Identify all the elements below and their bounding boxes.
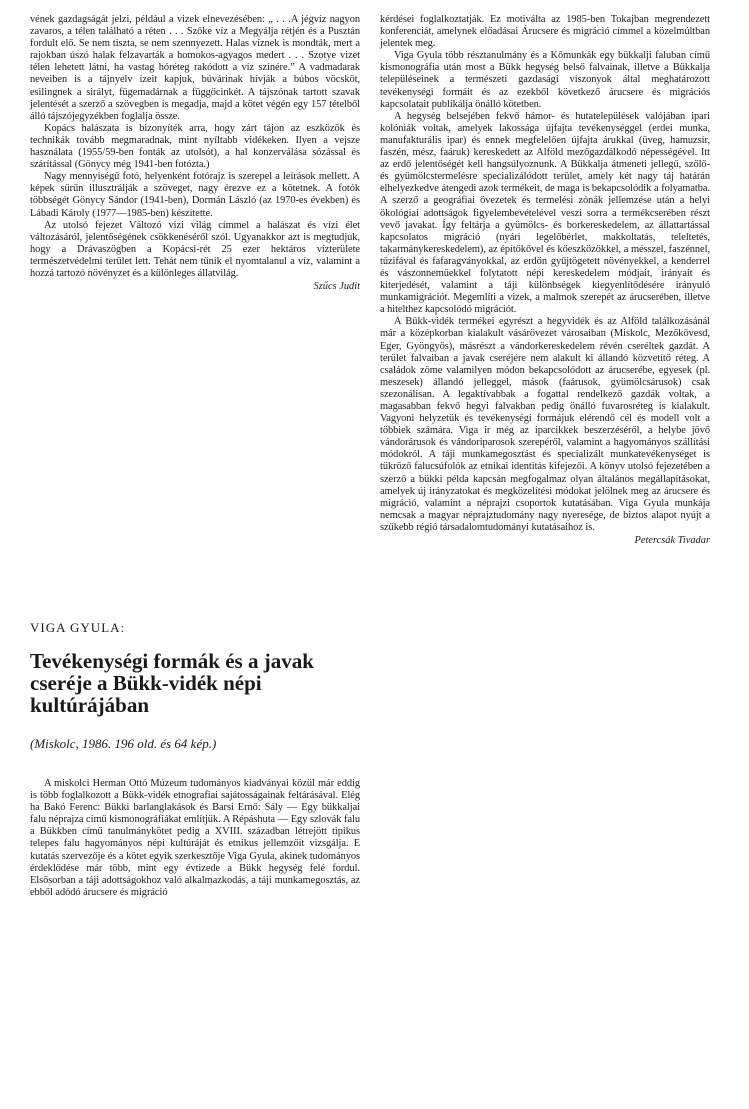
review-paragraph: Nagy mennyiségű fotó, helyenként fotórajz is szerepel a leírások mellett. A képek sűrűn illusztrálják a szöveget, nagy érezve ez a kötetnek. A fotók többségét Gönycy Sándor (1941-ben), Dormán László (az 1970-es években) és Lábadi Károly (1977—1985-ben) készítette.: [30, 171, 360, 219]
reviewer-signature: Petercsák Tivadar: [634, 535, 710, 547]
review-paragraph: A hegység belsejében fekvő hámor- és hutatelepülések valójában ipari kolóniák voltak, amelyek lakossága újfajta tevékenységgel (erdei munka, manufakturális ipar) és ennek megfelelően újfajta árukkal (üveg, hamuzsír, faszén, mész, faáruk) kereskedett az Alföld mezőgazdálkodó népességével. Itt az erdő jelentőségét kell hangsúlyoznunk. A Bükkalja átmeneti jellegű, szőlő- és gyümölcstermelésre specializálódott terület, amely két nagy táj határán elhelyezkedve átengedi azok termékeit, de maga is bekapcsolódik a folyamatba. A szerző a geográfiai övezetek és termelési zónák jellemzése után a helyi ökológiai adottságok figyelembevételével veszi sorra a termékcserében részt vevő javakat. Így feltárja a gyümölcs- és borkereskedelem, az állattartással kapcsolatos migráció (nyári legelőbérlet, makkoltatás, teleltetés, takarmánykereskedelem), az építőkővel és kőeszközökkel, a mésszel, faszénnel, tűzifával és fafaragványokkal, az erdőn gyűjtögetett növényekkel, a kenderrel és vászonneműekkel folytatott népi kereskedelem módjait, irányait és kiterjedését, valamint a táji különbségek kiegyenlítődésére irányuló munkamigrációt. Megemlíti a vizek, a malmok szerepét az árucserében, illetve a hitelthez kapcsolódó migrációt.: [380, 110, 710, 316]
review-body-start: [30, 778, 360, 899]
review-paragraph: A miskolci Herman Ottó Múzeum tudományos kiadványai közül már eddig is több foglalkozott a Bükk-vidék etnografiai sajátosságainak feltárásával. Elég ha Bakó Ferenc: Bükki barlanglakások és Barsi Ernő: Sály — Egy bükkaljai falu néprajza című kismonográfiákat említjük. A Répáshuta — Egy szlovák falu a Bükkben című tanulmánykötet pedig a XVIII. században létrejött tipikus telepes falu hagyományos népi kultúráját és etnikus jellemzőit vizsgálja. E kutatás szervezője és a kötet egyik szerkesztője Viga Gyula, akinek tudományos érdeklődése már több, mint egy évtizede a Bükk hegység felé fordul. Elsősorban a táji adottságokhoz való alkalmazkodás, a táji munkamegosztás, az ebből adódó árucsere és migráció: [30, 778, 360, 898]
book-author: VIGA GYULA:: [30, 620, 126, 635]
review-paragraph: Kopács halászata is bizonyíték arra, hogy zárt tájon az eszközök és technikák tovább megmaradnak, mint nyíltabb vidékeken. Ilyen a vejsze használata (1955/59-ben fonták az utolsót), a hal konzerválása sózással és szárítással (Gönycy még 1941-ben fotózta.): [30, 122, 360, 171]
review-paragraph: vének gazdagságát jelzi, például a vizek elnevezésében: „ . . .A jégvíz nagyon zavaros, a télen található a réten . . . Szőke víz a Megyálja rétjén és a Pusztán fordult elő. Se nem tiszta, se nem szennyezett. Halas víznek is mondták, mert a rajokban úszó halak felzavarták a homokos-agyagos medert . . . Szotye vizet télen lehetett látni, ha vastag hóréteg rakódott a víz színére.” A vadmadarak neveiben is a tájnyelv ízeit kapjuk, búvárinak hívják a búbos vöcsköt, esilingnek a sirályt, fügemadárnak a függőcinkét. A tájszónak tartott szavak jelentését a szerző a szövegben is megadja, majd a kötet végén egy 157 tételből álló tájszójegyzékben foglalja össze.: [30, 14, 360, 122]
book-title: Tevékenységi formák és a javak cseréje a Bükk-vidék népi kultúrájában: [30, 649, 314, 717]
left-column: [30, 14, 360, 898]
review-paragraph: kérdései foglalkoztatják. Ez motiválta az 1985-ben Tokajban megrendezett konferenciát, amelynek előadásai Árucsere és migráció címmel a közelmúltban jelentek meg.: [380, 14, 710, 50]
review-paragraph: A Bükk-vidék termékei egyrészt a hegyvidék és az Alföld találkozásánál már a középkorban kialakult vásárövezet városaiban (Miskolc, Mezőkövesd, Eger, Gyöngyös), másrészt a vándorkereskedelem révén cseréltek gazdát. A terület falvaiban a javak cseréjére nem alakult ki állandó közvetítő réteg. A családok zöme valamilyen módon bekapcsolódott az árucserébe, egyesek (pl. meszesek) állandó jelleggel, mások (faárusok, gyümölcsárusok) csak szezonálisan. A legaktívabbak a fogattal rendelkező gazdák voltak, a magasabban fekvő hegyi falvakban pedig önálló fuvarosréteg is kialakult. Vagyoni helyzetük és tevékenységi formájuk elérendő cél és modell volt a többiek számára. Viga ír még az iparcikkek beszerzéséről, a helybe jövő vándorárusok és vándoriparosok szerepéről, valamint a hagyományos szállítási módokról. A táji munkamegosztást és specializált munkatevékenységet is tükröző falucsúfolók az etnikai identitás kifejezői. A könyv utolsó fejezetében a szerző a bükki példa kapcsán megfogalmaz olyan általános megállapításokat, amelyek új irányzatokat és megközelítési módokat jelölnek meg az árucsere és migráció, valamint a néprajzi csoportok kutatásában. Viga Gyula munkája nemcsak a magyar néprajztudomány nagy nyeresége, de biztos alapot nyújt a szűkebb régió társadalomtudományi kutatásaihoz is.: [380, 316, 710, 533]
right-column: [380, 14, 710, 547]
book-publication-info: (Miskolc, 1986. 196 old. és 64 kép.): [30, 736, 217, 751]
book-review-page: [30, 14, 720, 1094]
review-paragraph: Viga Gyula több résztanulmány és a Kőmunkák egy bükkalji faluban című kismonográfia után most a Bükk hegység belső falvainak, illetve a Bükkalja településeinek a természeti gazdasági viszonyok által meghatározott tevékenységi formáit és az ezekből következő árucsere és migrációs kapcsolatait publikálja önálló kötetben.: [380, 50, 710, 110]
reviewer-signature: Szűcs Judit: [313, 281, 360, 293]
review-paragraph: Az utolsó fejezet Változó vízi világ címmel a halászat és vízi élet változásáról, jelentőségének csökkenéséről szól. Ugyanakkor azt is megtudjuk, hogy a Drávaszögben a Kopácsi-rét 25 ezer hektáros vízterülete természetvédelmi terület lett. Tehát nem tűnik el nyomtalanul a víz, valamint a hozzá tartozó növényzet és a különleges állatvilág.: [30, 219, 360, 279]
